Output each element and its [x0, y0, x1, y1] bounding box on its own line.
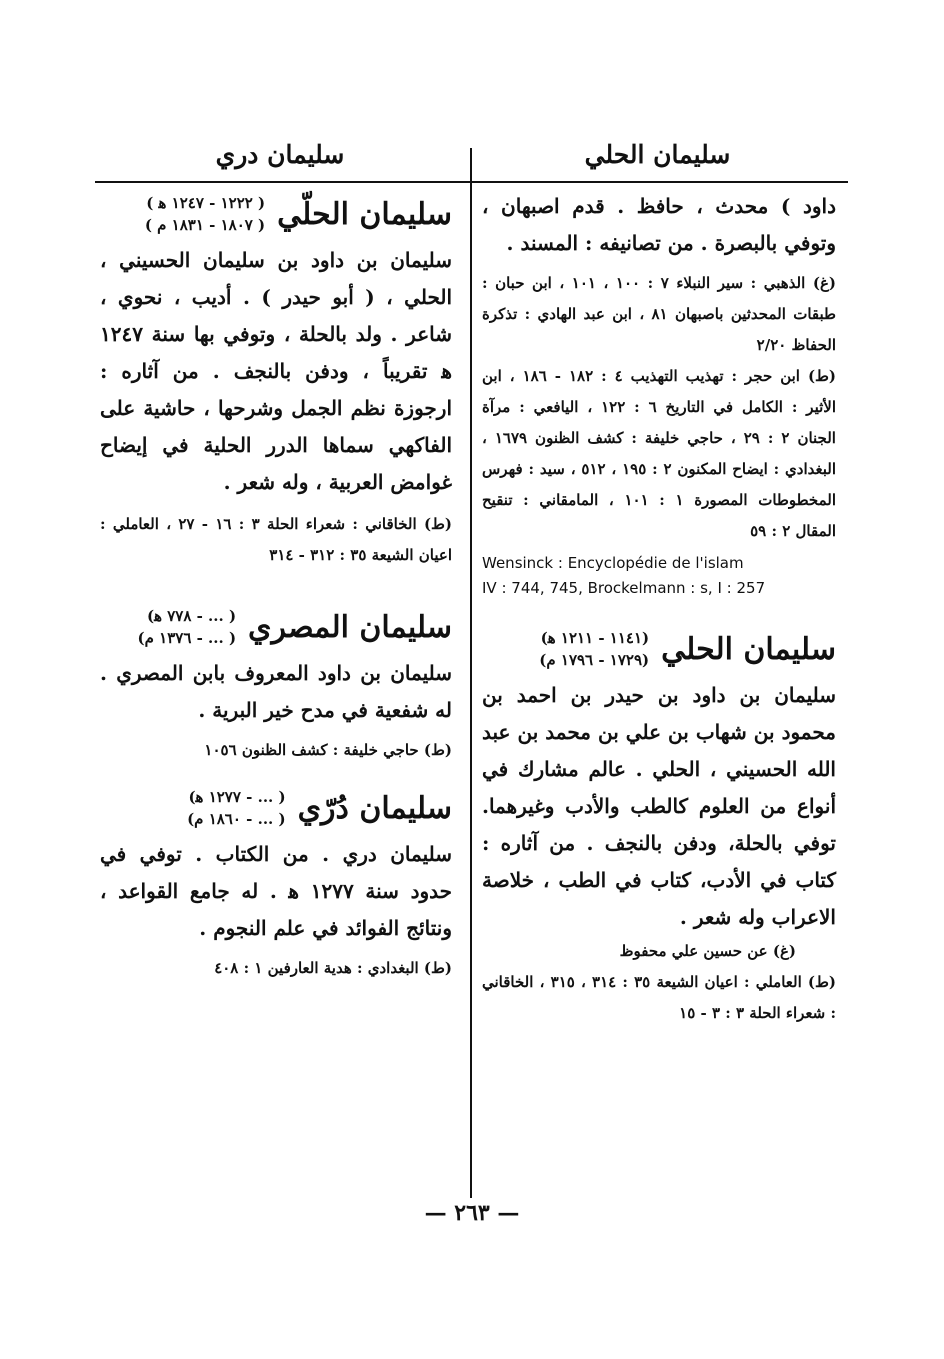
entry-name: سليمان دُرّي: [297, 790, 452, 826]
entry-heading: [482, 627, 836, 671]
entry-body: سليمان بن داود بن حيدر بن احمد بن محمود بن شهاب بن علي بن محمد بن عبد الله الحسيني ، الحلي . عالم مشارك في أنواع من العلوم كالطب والأدب وغيرهما. توفي بالحلة، ودفن بالنجف . من آثاره : كتاب في الأدب، كتاب في الطب ، خلاصة الاعراب وله شعر .: [482, 683, 836, 929]
entry-heading: [100, 786, 452, 830]
dates-hijri: ( ... - ١٢٧٧ ﻫ): [188, 788, 286, 806]
entry-body: سليمان بن داود المعروف بابن المصري . له شفعية في مدح خير البرية .: [100, 661, 452, 722]
entry-name: سليمان الحلي: [661, 631, 836, 667]
reference-gh: (غ) عن حسين علي محفوظ: [619, 942, 796, 960]
reference-t: (ط) الخاقاني : شعراء الحلة ٣ : ١٦ - ٢٧ ، العاملي : اعيان الشيعة ٣٥ : ٣١٢ - ٣١٤: [100, 515, 453, 564]
running-header-right: سليمان الحلي: [584, 140, 731, 169]
reference-t: (ط) ابن حجر : تهذيب التهذيب ٤ : ١٨٢ - ١٨٦ ، ابن الأثير : الكامل في التاريخ ٦ : ١٢٢ ، اليافعي : مرآة الجنان ٢ : ٢٩ ، حاجي خليفة : كشف الظنون ١٦٧٩ ، البغدادي : ايضاح المكنون ٢ : ١٩٥ ، ٥١٢ ، سيد : فهرس المخطوطات المصورة ١ : ١٠١ ، المامقاني : تنقيح المقال ٢ : ٥٩: [482, 367, 837, 540]
column-divider: [470, 148, 472, 1198]
entry-name: سليمان الحلّي: [277, 196, 452, 232]
dates-gregorian: ( ... - ١٣٧٦ م): [137, 629, 237, 647]
left-column: [100, 188, 452, 984]
right-column: [482, 188, 836, 1029]
latin-reference-1: Wensinck : Encyclopédie de l'islam: [482, 554, 744, 572]
reference-t: (ط) العاملي : اعيان الشيعة ٣٥ : ٣١٤ ، ٣١٥ ، الخاقاني : شعراء الحلة ٣ : ٣ - ١٥: [482, 973, 836, 1022]
page-number: — ٢٦٣ —: [424, 1200, 520, 1226]
entry-dates: [187, 786, 286, 830]
entry-heading: [100, 192, 452, 236]
dates-gregorian: ( ... - ١٨٦٠ م): [187, 810, 286, 828]
dates-hijri: (١١٤١ - ١٢١١ ﻫ): [540, 629, 650, 647]
latin-reference-2: IV : 744, 745, Brockelmann : s, I : 257: [482, 579, 766, 597]
dates-hijri: ( ١٢٢٢ - ١٢٤٧ ﻫ ): [146, 194, 266, 212]
entry-heading: [100, 605, 452, 649]
dates-gregorian: (١٧٢٩ - ١٧٩٦ م): [539, 651, 650, 669]
reference-t: (ط) البغدادي : هدية العارفين ١ : ٤٠٨: [214, 959, 452, 977]
entry-dates: [145, 192, 265, 236]
entry-body: سليمان دري . من الكتاب . توفي في حدود سنة ١٢٧٧ ﻫ . له جامع القواعد ، ونتائج الفوائد في علم النجوم .: [100, 842, 452, 940]
dates-hijri: ( ... - ٧٧٨ ﻫ): [146, 607, 237, 625]
entry-continuation: داود ) محدث ، حافظ . قدم اصبهان ، وتوفي بالبصرة . من تصانيفه : المسند .: [482, 194, 836, 255]
entry-dates: [138, 605, 237, 649]
entry-body: سليمان بن داود بن سليمان الحسيني ، الحلي ، ( أبو حيدر ) . أديب ، نحوي ، شاعر . ولد بالحلة ، وتوفي بها سنة ١٢٤٧ ﻫ تقريباً ، ودفن بالنجف . من آثاره : ارجوزة نظم الجمل وشرحها ، حاشية على الفاكهي سماها الدرر الحلية في إيضاح غوامض العربية ، وله شعر .: [100, 248, 452, 494]
entry-dates: [539, 627, 649, 671]
reference-t: (ط) حاجي خليفة : كشف الظنون ١٠٥٦: [204, 741, 452, 759]
running-header-left: سليمان دري: [215, 140, 345, 169]
entry-name: سليمان المصري: [248, 609, 452, 645]
reference-gh: (غ) الذهبي : سير النبلاء ٧ : ١٠٠ ، ١٠١ ، ابن حبان : طبقات المحدثين باصبهان ٨١ ، ابن عبد الهادي : تذكرة الحفاظ ٢/٢٠: [482, 274, 836, 354]
dates-gregorian: ( ١٨٠٧ - ١٨٣١ م ): [144, 216, 266, 234]
